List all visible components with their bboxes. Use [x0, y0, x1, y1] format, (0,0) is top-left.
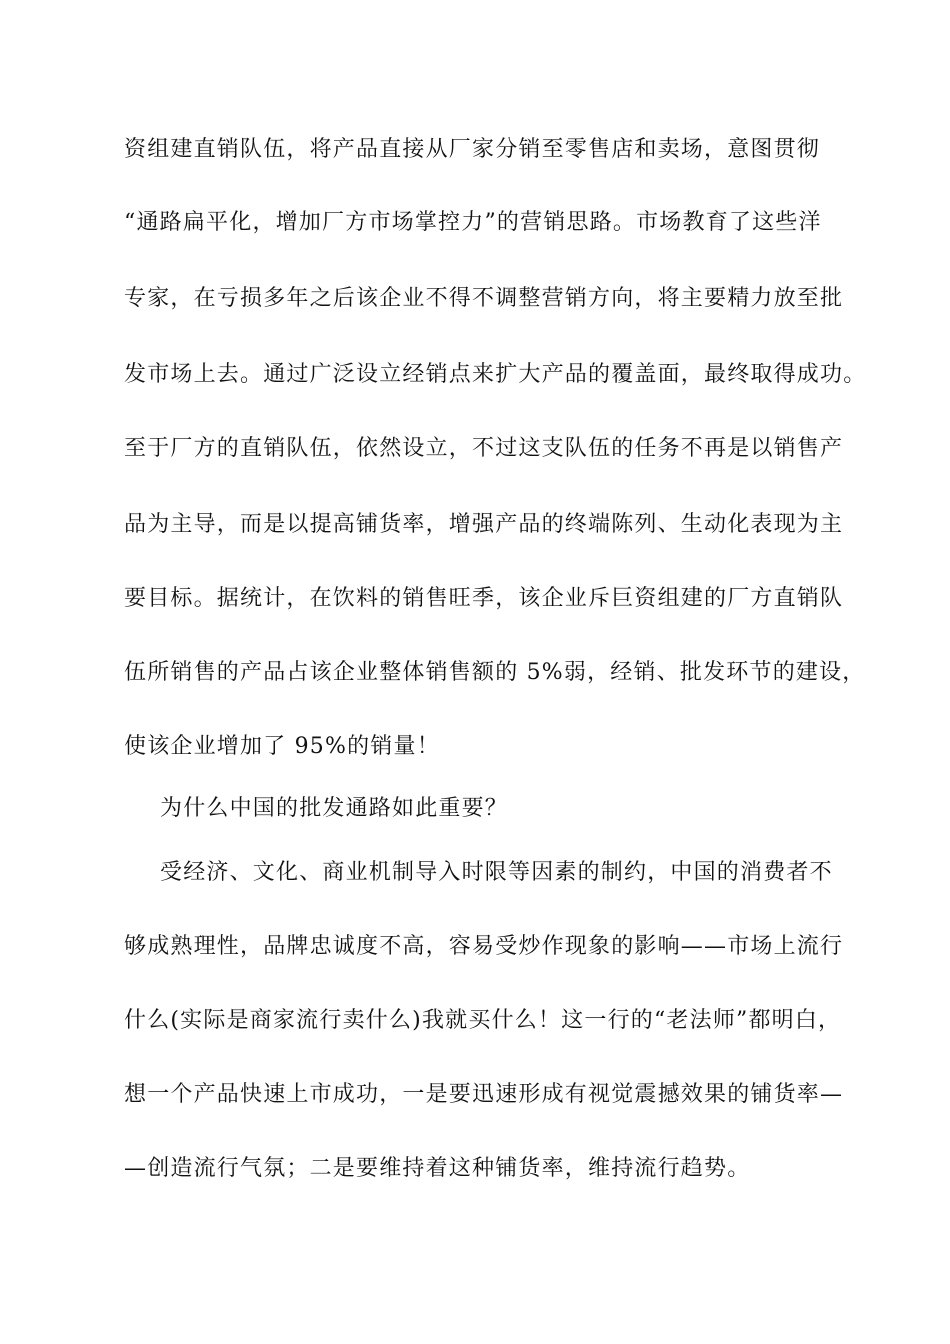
text-line-14: 想一个产品快速上市成功，一是要迅速形成有视觉震撼效果的铺货率—: [124, 1082, 844, 1107]
text-line-15: —创造流行气氛；二是要维持着这种铺货率，维持流行趋势。: [124, 1156, 751, 1181]
text-line-11: 受经济、文化、商业机制导入时限等因素的制约，中国的消费者不: [160, 860, 833, 885]
text-line-1: 资组建直销队伍，将产品直接从厂家分销至零售店和卖场，意图贯彻: [124, 137, 821, 162]
text-line-13: 什么(实际是商家流行卖什么)我就买什么！这一行的“老法师”都明白，: [124, 1008, 842, 1033]
text-line-7: 要目标。据统计，在饮料的销售旺季，该企业斥巨资组建的厂方直销队: [124, 586, 844, 611]
text-line-12: 够成熟理性，品牌忠诚度不高，容易受炒作现象的影响——市场上流行: [124, 934, 844, 959]
text-line-3: 专家，在亏损多年之后该企业不得不调整营销方向，将主要精力放至批: [124, 286, 844, 311]
text-line-6: 品为主导，而是以提高铺货率，增强产品的终端陈列、生动化表现为主: [124, 512, 844, 537]
text-line-9: 使该企业增加了 95%的销量！: [124, 734, 440, 759]
text-line-4: 发市场上去。通过广泛设立经销点来扩大产品的覆盖面，最终取得成功。: [124, 362, 867, 387]
text-line-8: 伍所销售的产品占该企业整体销售额的 5%弱，经销、批发环节的建设，: [124, 660, 866, 685]
text-line-2: “通路扁平化，增加厂方市场掌控力”的营销思路。市场教育了这些洋: [124, 210, 822, 235]
text-line-5: 至于厂方的直销队伍，依然设立，不过这支队伍的任务不再是以销售产: [124, 436, 844, 461]
section-question: 为什么中国的批发通路如此重要？: [160, 796, 509, 821]
